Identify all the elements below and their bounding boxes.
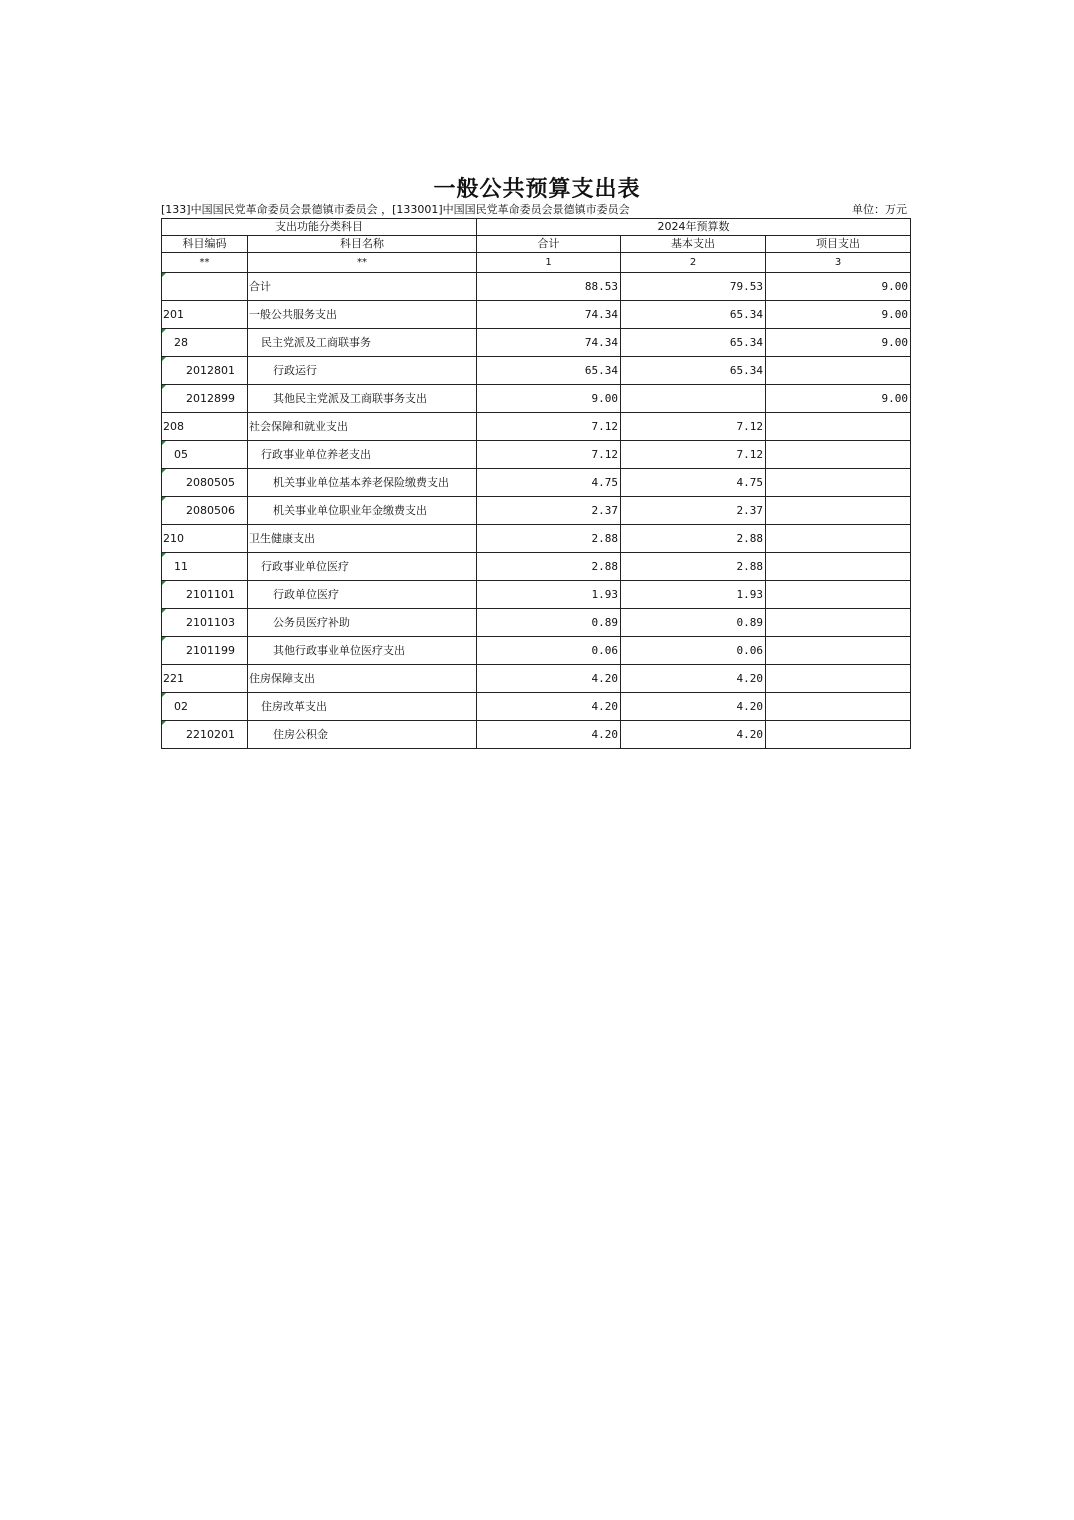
row-total: 74.34 [477,329,621,357]
row-name: 机关事业单位职业年金缴费支出 [248,497,477,525]
row-name: 行政事业单位养老支出 [248,441,477,469]
row-project: 9.00 [766,329,911,357]
row-code: 208 [162,413,248,441]
row-code: 2012899 [162,385,248,413]
table-row [162,693,911,721]
row-code: 05 [162,441,248,469]
table-row [162,301,911,329]
row-basic: 2.88 [621,525,766,553]
row-name: 公务员医疗补助 [248,609,477,637]
index-total: 1 [477,253,621,273]
row-project: 9.00 [766,273,911,301]
row-project [766,665,911,693]
table-row [162,329,911,357]
row-basic: 7.12 [621,441,766,469]
row-basic: 65.34 [621,301,766,329]
unit-label: 单位：万元 [852,203,907,216]
row-total: 4.75 [477,469,621,497]
row-code: 02 [162,693,248,721]
row-basic: 65.34 [621,357,766,385]
row-total: 4.20 [477,721,621,749]
row-basic: 4.75 [621,469,766,497]
row-name: 行政单位医疗 [248,581,477,609]
table-row [162,385,911,413]
row-basic [621,385,766,413]
row-project [766,637,911,665]
row-basic: 0.89 [621,609,766,637]
row-project [766,553,911,581]
table-row [162,581,911,609]
table-row [162,441,911,469]
header-basic: 基本支出 [621,236,766,253]
row-name: 民主党派及工商联事务 [248,329,477,357]
row-name: 住房保障支出 [248,665,477,693]
table-row [162,469,911,497]
row-total: 0.89 [477,609,621,637]
header-name: 科目名称 [248,236,477,253]
row-total: 2.88 [477,553,621,581]
row-basic: 4.20 [621,665,766,693]
table-row [162,357,911,385]
table-row [162,609,911,637]
row-total: 4.20 [477,665,621,693]
header-code: 科目编码 [162,236,248,253]
row-name: 其他行政事业单位医疗支出 [248,637,477,665]
table-row [162,525,911,553]
header-total: 合计 [477,236,621,253]
row-project [766,693,911,721]
row-total: 4.20 [477,693,621,721]
row-project [766,469,911,497]
table-row [162,721,911,749]
row-name: 行政事业单位医疗 [248,553,477,581]
header-budget-year: 2024年预算数 [477,219,911,236]
row-project [766,721,911,749]
row-total: 2.88 [477,525,621,553]
row-project [766,609,911,637]
row-code: 2080506 [162,497,248,525]
row-name: 卫生健康支出 [248,525,477,553]
budget-table [161,218,911,749]
row-project [766,441,911,469]
row-project [766,581,911,609]
row-project: 9.00 [766,301,911,329]
row-code [162,273,248,301]
row-name: 机关事业单位基本养老保险缴费支出 [248,469,477,497]
row-project: 9.00 [766,385,911,413]
row-project [766,357,911,385]
index-project: 3 [766,253,911,273]
header-index-row [162,253,911,273]
row-code: 2012801 [162,357,248,385]
row-project [766,413,911,441]
row-basic: 2.88 [621,553,766,581]
row-name: 一般公共服务支出 [248,301,477,329]
row-name: 社会保障和就业支出 [248,413,477,441]
row-name: 行政运行 [248,357,477,385]
row-code: 2101199 [162,637,248,665]
table-row [162,497,911,525]
row-total: 7.12 [477,441,621,469]
header-column-row [162,236,911,253]
row-basic: 79.53 [621,273,766,301]
row-code: 2080505 [162,469,248,497]
row-total: 88.53 [477,273,621,301]
row-basic: 65.34 [621,329,766,357]
table-row [162,553,911,581]
index-code: ** [162,253,248,273]
row-code: 28 [162,329,248,357]
row-basic: 4.20 [621,693,766,721]
unit-info: [133]中国国民党革命委员会景德镇市委员会 ，[133001]中国国民党革命委员会景德镇市委员会 [161,203,630,216]
table-row [162,413,911,441]
row-code: 210 [162,525,248,553]
row-basic: 7.12 [621,413,766,441]
row-basic: 2.37 [621,497,766,525]
row-code: 2101103 [162,609,248,637]
row-total: 65.34 [477,357,621,385]
row-basic: 0.06 [621,637,766,665]
row-project [766,497,911,525]
row-code: 201 [162,301,248,329]
row-name: 其他民主党派及工商联事务支出 [248,385,477,413]
header-group-row [162,219,911,236]
header-function-category: 支出功能分类科目 [162,219,477,236]
row-total: 74.34 [477,301,621,329]
row-code: 2210201 [162,721,248,749]
page-title: 一般公共预算支出表 [433,176,641,202]
row-total: 7.12 [477,413,621,441]
row-code: 221 [162,665,248,693]
index-name: ** [248,253,477,273]
row-name: 住房公积金 [248,721,477,749]
row-code: 11 [162,553,248,581]
row-basic: 1.93 [621,581,766,609]
table-row [162,665,911,693]
row-total: 0.06 [477,637,621,665]
row-project [766,525,911,553]
table-row [162,273,911,301]
row-name: 住房改革支出 [248,693,477,721]
row-total: 1.93 [477,581,621,609]
row-total: 9.00 [477,385,621,413]
row-basic: 4.20 [621,721,766,749]
row-total: 2.37 [477,497,621,525]
row-code: 2101101 [162,581,248,609]
index-basic: 2 [621,253,766,273]
row-name: 合计 [248,273,477,301]
table-row [162,637,911,665]
report-meta [161,201,909,217]
header-project: 项目支出 [766,236,911,253]
